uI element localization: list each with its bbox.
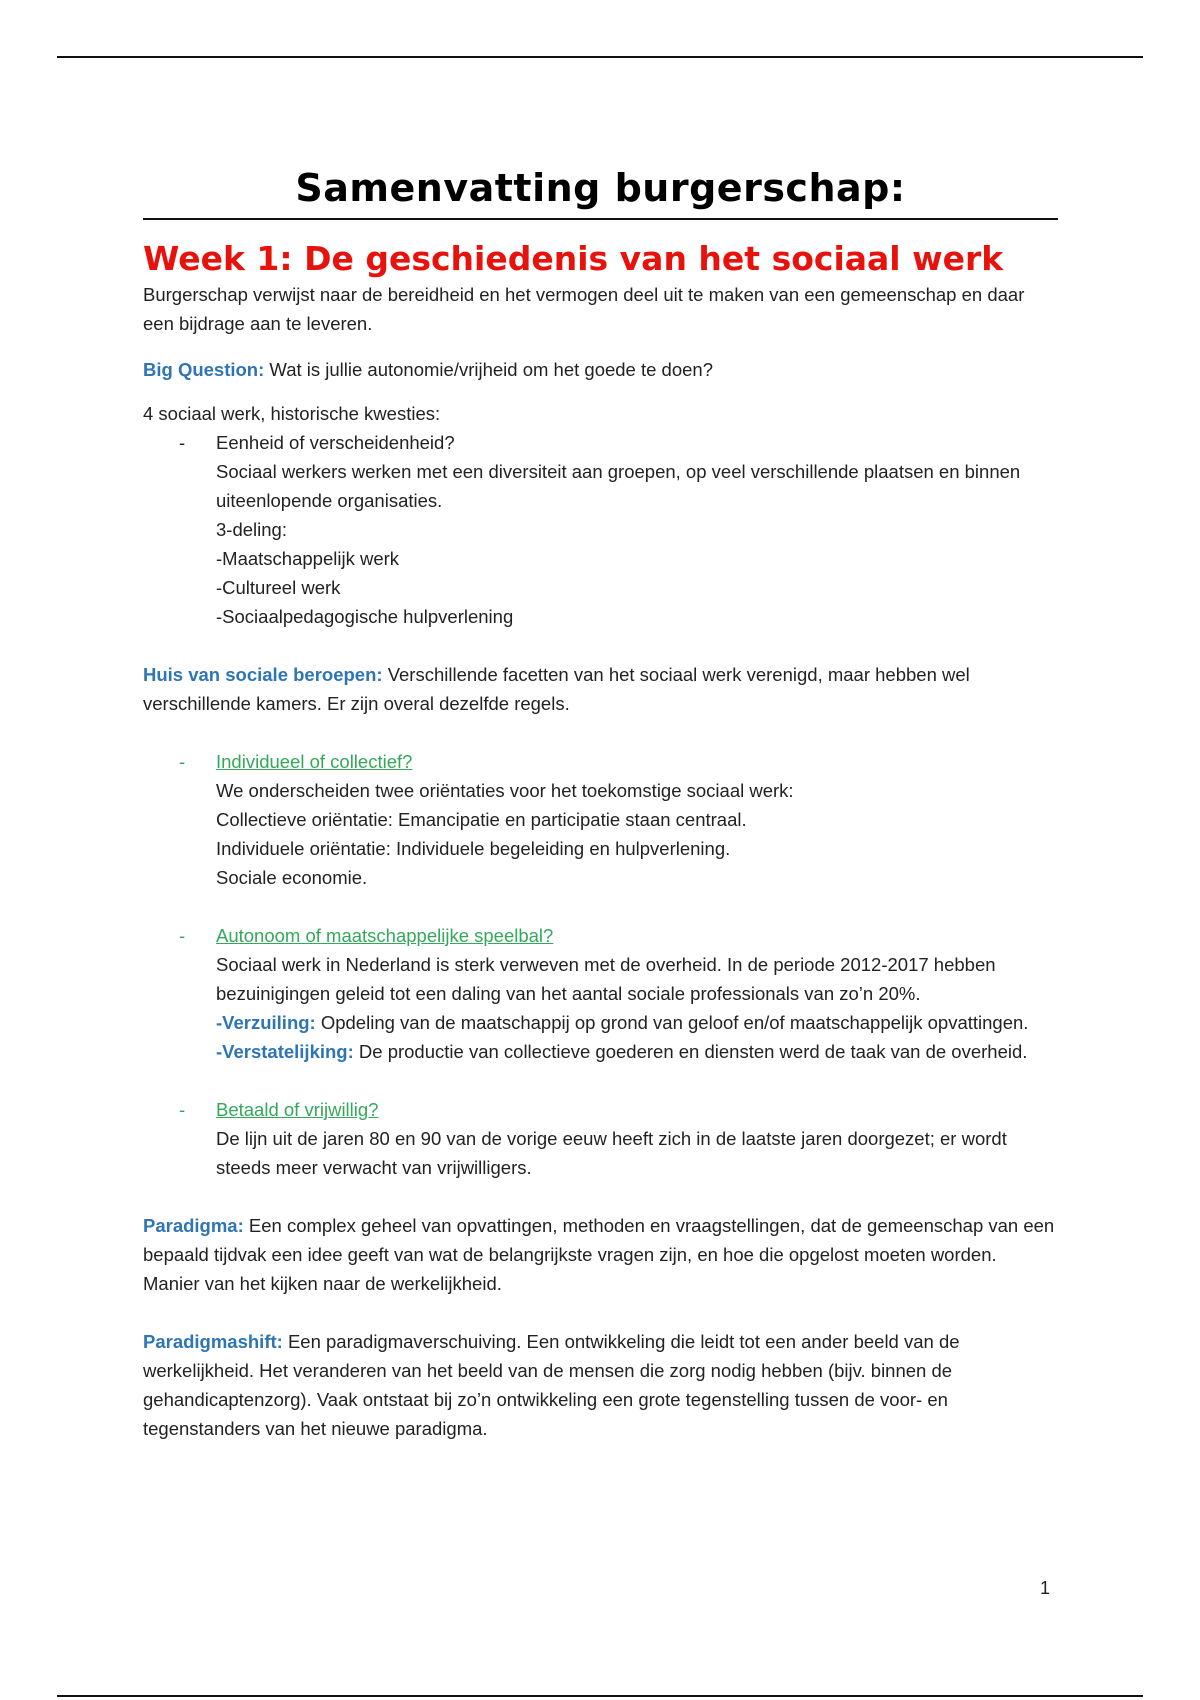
item2-line4: Sociale economie. — [216, 867, 368, 888]
list-item — [143, 921, 1058, 1066]
item2-line2: Collectieve oriëntatie: Emancipatie en participatie staan centraal. — [216, 809, 747, 830]
huis-paragraph — [143, 660, 1058, 718]
verzuiling-paragraph — [216, 1008, 1058, 1037]
big-question-text: Wat is jullie autonomie/vrijheid om het goede te doen? — [264, 359, 713, 380]
verstatelijking-paragraph — [216, 1037, 1058, 1066]
verstatelijking-term: -Verstatelijking: — [216, 1041, 354, 1062]
paradigmashift-term: Paradigmashift: — [143, 1331, 283, 1352]
item2-line1: We onderscheiden twee oriëntaties voor het toekomstige sociaal werk: — [216, 780, 794, 801]
verzuiling-text: Opdeling van de maatschappij op grond van geloof en/of maatschappelijk opvattingen. — [315, 1012, 1029, 1033]
item3-heading: Autonoom of maatschappelijke speelbal? — [216, 925, 554, 946]
paradigma-term: Paradigma: — [143, 1215, 244, 1236]
document-title: Samenvatting burgerschap: — [143, 160, 1058, 220]
list-item — [143, 747, 1058, 892]
bullet-dash: - — [179, 925, 186, 946]
footer-rule — [57, 1695, 1143, 1697]
item2-line3: Individuele oriëntatie: Individuele begeleiding en hulpverlening. — [216, 838, 731, 859]
intro-paragraph: Burgerschap verwijst naar de bereidheid en het vermogen deel uit te maken van een gemeenschap en daar een bijdrage aan te leveren. — [143, 284, 1025, 334]
huis-text: Verschillende facetten van het sociaal werk verenigd, maar hebben wel verschillende kamers. Er zijn overal dezelfde regels. — [143, 664, 970, 714]
item3-line1: Sociaal werk in Nederland is sterk verweven met de overheid. In de periode 2012-2017 hebben bezuinigingen geleid tot een daling van het aantal sociale professionals van zo’n 20%. — [216, 954, 996, 1004]
list-item — [143, 1095, 1058, 1182]
item1-line2: 3-deling: — [216, 519, 287, 540]
paradigma-paragraph — [143, 1211, 1058, 1298]
item1-line3: -Maatschappelijk werk — [216, 548, 400, 569]
item1-line5: -Sociaalpedagogische hulpverlening — [216, 606, 514, 627]
week-heading: Week 1: De geschiedenis van het sociaal werk — [143, 239, 1004, 278]
item1-line4: -Cultureel werk — [216, 577, 341, 598]
big-question-paragraph — [143, 355, 1058, 384]
page-number: 1 — [1040, 1578, 1051, 1598]
paradigma-text: Een complex geheel van opvattingen, methoden en vraagstellingen, dat de gemeenschap van een bepaald tijdvak een idee geeft van wat de belangrijkste vragen zijn, en hoe die opgelost moeten worden. Manier van het kijken naar de werkelijkheid. — [143, 1215, 1055, 1294]
paradigmashift-paragraph — [143, 1327, 1058, 1443]
bullet-dash: - — [179, 432, 186, 453]
kwesties-intro: 4 sociaal werk, historische kwesties: — [143, 403, 441, 424]
item4-heading: Betaald of vrijwillig? — [216, 1099, 379, 1120]
huis-term: Huis van sociale beroepen: — [143, 664, 383, 685]
item2-heading: Individueel of collectief? — [216, 751, 413, 772]
kwesties-list-2 — [143, 747, 1058, 1182]
bullet-dash: - — [179, 751, 186, 772]
list-item — [143, 428, 1058, 631]
paradigmashift-text: Een paradigmaverschuiving. Een ontwikkeling die leidt tot een ander beeld van de werkelijkheid. Het veranderen van het beeld van de mensen die zorg nodig hebben (bijv. binnen de gehandicaptenzorg). Vaak ontstaat bij zo’n ontwikkeling een grote tegenstelling tussen de voor- en tegenstanders van het nieuwe paradigma. — [143, 1331, 960, 1439]
document-body — [143, 160, 1058, 1443]
item4-line1: De lijn uit de jaren 80 en 90 van de vorige eeuw heeft zich in de laatste jaren doorgezet; er wordt steeds meer verwacht van vrijwilligers. — [216, 1128, 1007, 1178]
kwesties-list-1 — [143, 428, 1058, 631]
verstatelijking-text: De productie van collectieve goederen en diensten werd de taak van de overheid. — [353, 1041, 1028, 1062]
header-rule — [57, 56, 1143, 58]
item1-line1: Sociaal werkers werken met een diversiteit aan groepen, op veel verschillende plaatsen en binnen uiteenlopende organisaties. — [216, 461, 1021, 511]
item1-heading: Eenheid of verscheidenheid? — [216, 432, 455, 453]
verzuiling-term: -Verzuiling: — [216, 1012, 316, 1033]
bullet-dash: - — [179, 1099, 186, 1120]
big-question-term: Big Question: — [143, 359, 265, 380]
